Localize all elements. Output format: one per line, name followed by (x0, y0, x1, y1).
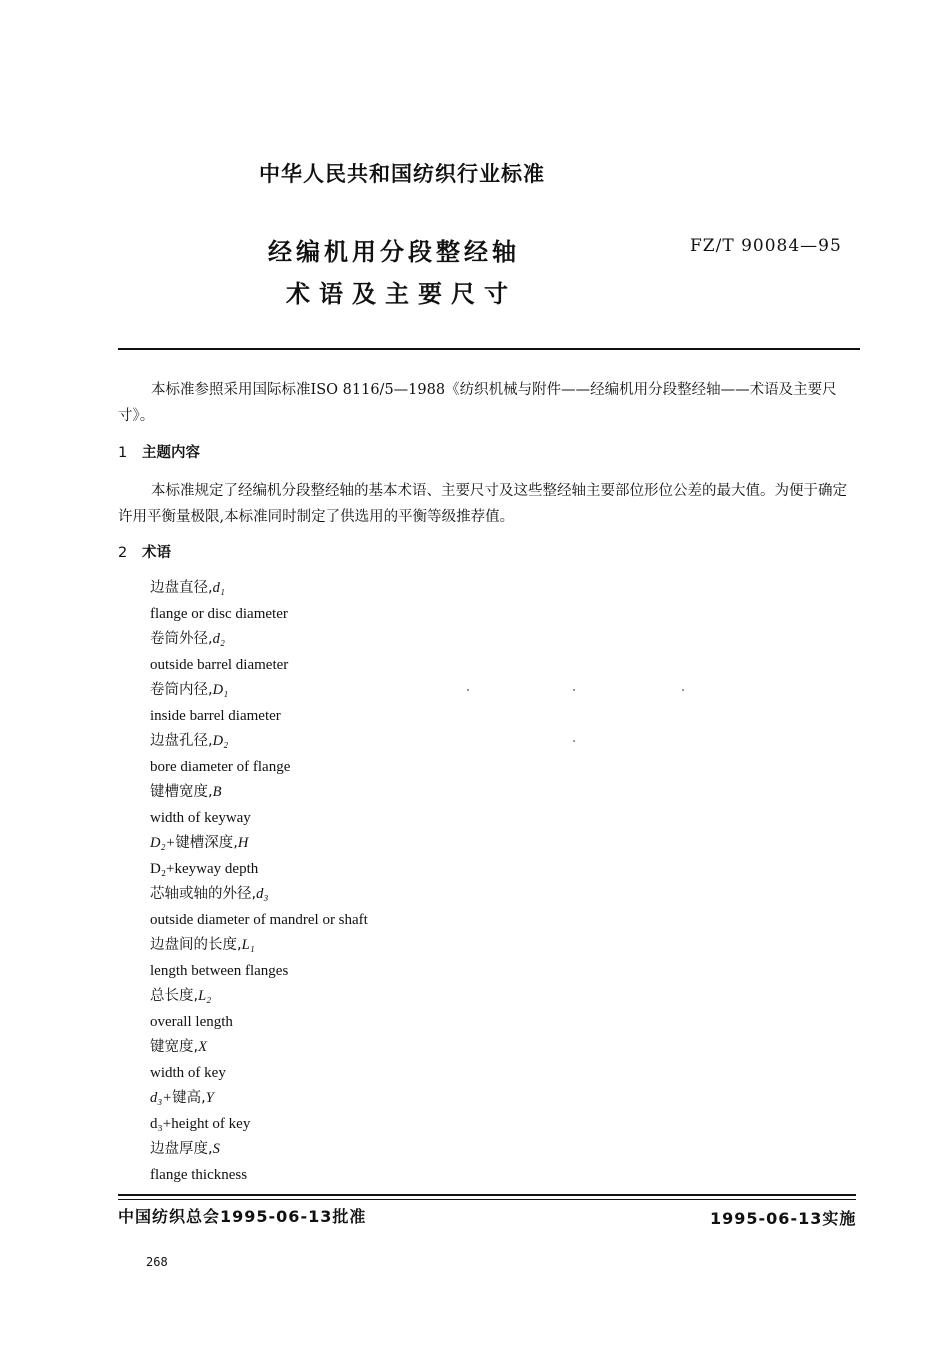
header-rule (118, 348, 860, 350)
term-zh: d₃+键高,Y (150, 1090, 214, 1106)
section1-title: 主题内容 (142, 445, 200, 461)
terms-list (150, 576, 368, 1188)
term-symbol: d₁ (212, 580, 225, 596)
term-zh: 键宽度,X (150, 1039, 207, 1055)
term-symbol: d₃ (256, 886, 269, 902)
term-symbol: D₁ (212, 682, 229, 698)
scan-speck (682, 689, 684, 691)
term-symbol: L₂ (198, 988, 212, 1004)
term-en: outside barrel diameter (150, 656, 289, 673)
term-en: bore diameter of flange (150, 758, 291, 775)
term-en: d₃+height of key (150, 1115, 251, 1132)
term-zh: 键槽宽度,B (150, 784, 222, 800)
organization-title: 中华人民共和国纺织行业标准 (259, 162, 545, 186)
term-symbol: d₂ (212, 631, 225, 647)
term-en: overall length (150, 1013, 233, 1030)
term-symbol: S (212, 1141, 220, 1157)
section1-paragraph: 本标准规定了经编机分段整经轴的基本术语、主要尺寸及这些整经轴主要部位形位公差的最大值。为便于确定许用平衡量极限,本标准同时制定了供选用的平衡等级推荐值。 (118, 483, 847, 525)
term-zh: 芯轴或轴的外径,d₃ (150, 886, 269, 902)
term-en: flange thickness (150, 1166, 248, 1183)
term-en: D₂+keyway depth (150, 860, 259, 877)
term-zh: 总长度,L₂ (150, 988, 212, 1004)
term-en: outside diameter of mandrel or shaft (150, 911, 368, 928)
term-zh: 边盘孔径,D₂ (150, 733, 229, 749)
approval-date: 中国纺织总会1995-06-13批准 (118, 1207, 367, 1226)
section1-number: 1 (118, 445, 128, 461)
term-symbol: X (198, 1039, 207, 1055)
term-en: flange or disc diameter (150, 605, 288, 622)
implementation-date: 1995-06-13实施 (710, 1209, 857, 1228)
term-zh: 边盘直径,d₁ (150, 580, 225, 596)
section2-title: 术语 (142, 545, 171, 561)
term-en: width of keyway (150, 809, 251, 826)
term-en: width of key (150, 1064, 226, 1081)
document-title-line2: 术语及主要尺寸 (286, 280, 517, 308)
term-prefix: d₃+ (150, 1090, 173, 1106)
term-symbol: D₂ (212, 733, 229, 749)
scan-speck (573, 740, 575, 742)
page-number: 268 (146, 1255, 168, 1269)
term-zh: 卷筒外径,d₂ (150, 631, 225, 647)
section2-number: 2 (118, 545, 128, 561)
footer-rule-thin (118, 1199, 856, 1200)
document-title-line1: 经编机用分段整经轴 (268, 238, 520, 266)
term-symbol: B (212, 784, 222, 800)
term-en: inside barrel diameter (150, 707, 281, 724)
term-zh: D₂+键槽深度,H (150, 835, 249, 851)
intro-paragraph: 本标准参照采用国际标准ISO 8116/5—1988《纺织机械与附件——经编机用分段整经轴——术语及主要尺寸》。 (118, 382, 837, 424)
term-symbol: L₁ (241, 937, 255, 953)
standard-code: FZ/T 90084—95 (690, 236, 842, 256)
scan-speck (467, 689, 469, 691)
term-en: length between flanges (150, 962, 289, 979)
section1-heading (118, 441, 200, 462)
scan-speck (573, 689, 575, 691)
term-symbol: H (237, 835, 249, 851)
term-symbol: Y (205, 1090, 214, 1106)
term-prefix: D₂+ (150, 835, 176, 851)
section2-heading (118, 541, 171, 562)
footer-rule-thick (118, 1194, 856, 1196)
term-zh: 边盘间的长度,L₁ (150, 937, 255, 953)
term-zh: 边盘厚度,S (150, 1141, 220, 1157)
term-zh: 卷筒内径,D₁ (150, 682, 229, 698)
